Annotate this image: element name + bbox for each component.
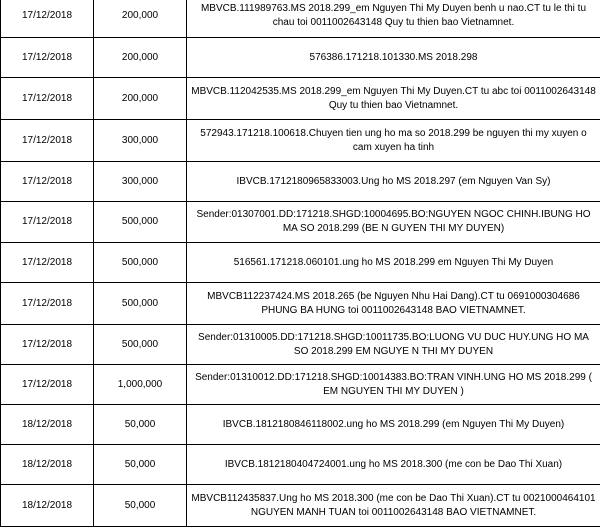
table-row <box>1 38 600 78</box>
amount-cell: 500,000 <box>94 283 187 325</box>
description-cell: Sender:01310012.DD:171218.SHGD:10014383.BO:TRAN VINH.UNG HO MS 2018.299 ( EM NGUYEN THI MY DUYEN ) <box>187 365 600 405</box>
date-cell: 18/12/2018 <box>1 485 94 527</box>
date-cell: 17/12/2018 <box>1 38 94 78</box>
description-cell: Sender:01307001.DD:171218.SHGD:10004695.BO:NGUYEN NGOC CHINH.IBUNG HO MA SO 2018.299 (BE N GUYEN THI MY DUYEN) <box>187 202 600 243</box>
description-cell: IBVCB.1812180846118002.ung ho MS 2018.299 (em Nguyen Thi My Duyen) <box>187 405 600 445</box>
table-row <box>1 162 600 202</box>
table-row <box>1 243 600 283</box>
description-cell: MBVCB.112042535.MS 2018.299_em Nguyen Thi My Duyen.CT tu abc toi 0011002643148 Quy tu thien bao Vietnamnet. <box>187 78 600 120</box>
description-cell: 572943.171218.100618.Chuyen tien ung ho ma so 2018.299 be nguyen thi my xuyen o cam xuyen ha tinh <box>187 120 600 162</box>
date-cell: 17/12/2018 <box>1 120 94 162</box>
table-row <box>1 202 600 243</box>
date-cell: 17/12/2018 <box>1 162 94 202</box>
description-cell: 516561.171218.060101.ung ho MS 2018.299 em Nguyen Thi My Duyen <box>187 243 600 283</box>
amount-cell: 200,000 <box>94 78 187 120</box>
ledger-body <box>1 0 600 527</box>
description-cell: IBVCB.1712180965833003.Ung ho MS 2018.297 (em Nguyen Van Sy) <box>187 162 600 202</box>
amount-cell: 300,000 <box>94 162 187 202</box>
date-cell: 17/12/2018 <box>1 365 94 405</box>
description-cell: Sender:01310005.DD:171218.SHGD:10011735.BO:LUONG VU DUC HUY.UNG HO MA SO 2018.299 EM NGUYE N THI MY DUYEN <box>187 325 600 365</box>
amount-cell: 500,000 <box>94 243 187 283</box>
table-row <box>1 120 600 162</box>
table-row <box>1 445 600 485</box>
date-cell: 17/12/2018 <box>1 243 94 283</box>
table-row <box>1 78 600 120</box>
date-cell: 17/12/2018 <box>1 0 94 38</box>
amount-cell: 500,000 <box>94 325 187 365</box>
description-cell: MBVCB.111989763.MS 2018.299_em Nguyen Thi My Duyen benh u nao.CT tu le thi tu chau toi 0011002643148 Quy tu thien bao Vietnamnet. <box>187 0 600 38</box>
amount-cell: 1,000,000 <box>94 365 187 405</box>
table-row <box>1 405 600 445</box>
date-cell: 18/12/2018 <box>1 445 94 485</box>
description-cell: IBVCB.1812180404724001.ung ho MS 2018.300 (me con be Dao Thi Xuan) <box>187 445 600 485</box>
description-cell: MBVCB112237424.MS 2018.265 (be Nguyen Nhu Hai Dang).CT tu 0691000304686 PHUNG BA HUNG toi 0011002643148 BAO VIETNAMNET. <box>187 283 600 325</box>
table-row <box>1 485 600 527</box>
table-row <box>1 325 600 365</box>
amount-cell: 500,000 <box>94 202 187 243</box>
description-cell: 576386.171218.101330.MS 2018.298 <box>187 38 600 78</box>
table-row <box>1 365 600 405</box>
description-cell: MBVCB112435837.Ung ho MS 2018.300 (me con be Dao Thi Xuan).CT tu 0021000464101 NGUYEN MANH TUAN toi 0011002643148 BAO VIETNAMNET. <box>187 485 600 527</box>
date-cell: 17/12/2018 <box>1 78 94 120</box>
date-cell: 17/12/2018 <box>1 202 94 243</box>
amount-cell: 50,000 <box>94 405 187 445</box>
amount-cell: 300,000 <box>94 120 187 162</box>
amount-cell: 50,000 <box>94 445 187 485</box>
date-cell: 17/12/2018 <box>1 325 94 365</box>
table-row <box>1 0 600 38</box>
amount-cell: 200,000 <box>94 38 187 78</box>
amount-cell: 50,000 <box>94 485 187 527</box>
amount-cell: 200,000 <box>94 0 187 38</box>
date-cell: 18/12/2018 <box>1 405 94 445</box>
table-row <box>1 283 600 325</box>
date-cell: 17/12/2018 <box>1 283 94 325</box>
